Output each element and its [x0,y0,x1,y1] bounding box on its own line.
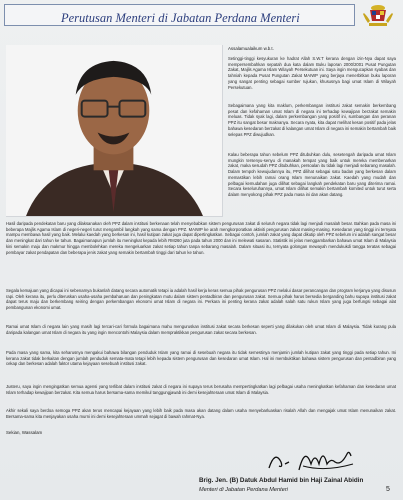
handwritten-signature [265,442,357,474]
main-paragraph-1: Hasil daripada pendekatan baru yang dilaksanakan oleh PPZ dalam institusi berkenaan telah menyebabkan sistem pengurusan zakat di seluruh negara tidak lagi menjadi masalah besar. Bahkan pada masa ini beberapa Majlis Agama Islam di negeri-negeri turut mengambil langkah yang sama dengan PPZ. MAIWP ke arah mengkorporatkan aktiviti pengurusan zakat masing-masing. Kesedaran yang tinggi ini ternyata mampu membawa hasil yang baik. Melalui kaedah yang berkesan ini, hasil kutipan zakat juga dapat dipertingkatkan. Sebagai contoh, jumlah zakat yang dapat dikutip oleh PPZ sebelum ini adalah sangat besar dan meningkat dari tahun ke tahun. Bagaimanapun jumlah itu meningkat kepada lebih RM260 juta pada tahun 2000 dan ini melewati sasaran. Statistik ini jelas menggambarkan bahawa umat Islam di Malaysia kini semakin maju dan makmur hingga membolehkan mereka mengeluarkan zakat setiap tahun tanpa sebarang masalah. Dalam situasi itu, ternyata golongan mewayah mendukukdi tangga teratas sebagai pembayar zakat pendapatan dan beberapa jenis zakat yang semakin bertambah tinggi dari tahun ke tahun. [6,221,396,255]
main-paragraph-6: Akhir sekali saya berdoa semoga PPZ akan terus mencapai kejayaan yang lebih baik pada masa akan datang dalam usaha menyebarluaskan risalah Allah dan mengajak umat Islam menunaikan zakat. Bersama-sama kita menjayakan usaha murni ini demi kesejahteraan ummah sejagat di bawah rahmat-Nya. [6,408,396,419]
page-title: Perutusan Menteri di Jabatan Perdana Menteri [61,11,300,25]
closing-salutation: Sekian, Wassalam [6,430,43,435]
malaysia-coat-of-arms-logo [360,3,396,29]
signer-name: Brig. Jen. (B) Datuk Abdul Hamid bin Haji Zainal Abidin [199,477,364,484]
main-paragraph-2: Segala kemajuan yang dicapai ini sebenarnya bukanlah datang secara automatik tetapi ia adalah hasil kerja keras semua pihak pengurusan PPZ melalui dasar perancangan dan program kerjanya yang disusun rapi. Oleh kerana itu, perlu diteruskan usaha-usaha pembaharuan dan peningkatan mutu dalam sistem pentadbiran dan pengurusan zakat. Semua pihak harus bersedia berganding bahu supaya institusi zakat dapat terus maju dan berkembang seiring dengan perkembangan ekonomi umat Islam di negara ini. Perkara ini penting kerana zakat adalah salah satu rukun Islam yang juga berfungsi sebagai alat pembangunan ekonomi umat. [6,288,396,311]
main-paragraph-5: Justeru, saya ingin mengingatkan semua agensi yang terlibat dalam institusi zakat di negara ini supaya terus berusaha mempertingkatkan lagi pelbagai usaha meningkatkan kefahaman dan kesedaran umat Islam terhadap kewajipan berzakat. Kita semua harus bersama-sama memikul tanggungjawab ini demi kesejahteraan umat Islam di Malaysia. [6,384,396,395]
minister-portrait-photo [6,45,223,217]
greeting: Assalamualaikum w.b.t. [228,46,274,51]
main-paragraph-3: Ramai umat Islam di negara lain yang masih lagi tercari-cari formula bagaimana mahu menguruskan institusi zakat secara berkesan seperti yang dilakukan oleh umat Islam di Malaysia. Tidak kurang pula daripada kalangan umat Islam di negara itu yang ingin mencontohi Malaysia dalam mempraktikkan pengurusan zakat secara berkesan. [6,324,396,335]
main-paragraph-4: Pada masa yang sama, kita seharusnya mengakui bahawa bilangan penduduk Islam yang ramai di sesebuah negara itu tidak semestinya menjamin jumlah kutipan zakat yang tinggi pada setiap tahun. Ini kerana zakat tidak berkaitan dengan jumlah penduduk semata-mata tetapi lebih kepada sistem pengurusan dan kesedaran umat Islam. Hal ini membuktikan bahawa sistem pengurusan dan pentadbiran yang cekap dan berkesan adalah faktor utama kejayaan sesebuah institusi zakat. [6,350,396,367]
intro-paragraph-2: Sebagaimana yang kita maklum, perkembangan institusi zakat semakin berkembang pesat dan kefahaman umat Islam di negara ini terhadap kewajipan berzakat semakin meluas. Tidak syak lagi, dalam perkembangan yang positif ini, sumbangan dan peranan PPZ itu sangat besar maknanya. Secara nyata, kita dapat melihat kesan positif pada jelas bahawa kesedaran berzakat di kalangan umat Islam di negara ini semakin bertambah baik selepas PPZ diwujudkan. [228,103,396,137]
title-banner [4,4,355,26]
intro-paragraph-1: Setinggi-tinggi kesyukuran ke hadrat Allah S.W.T kerana dengan izin-Nya dapat saya mempersembahkan sepatah dua kata dalam Buku laporan 2000/2001 Pusat Pungutan Zakat, Majlis Agama Islam Wilayah Persekutuan ini. Saya ingin mengucapkan syabas dan tahniah kepada Pusat Pungutan Zakat MAIWP yang berjaya menerbitkan buku laporan yang sangat penting sebagai sumber rujukan, khususnya bagi umat Islam di Wilayah Persekutuan. [228,56,396,90]
signer-title: Menteri di Jabatan Perdana Menteri [199,487,288,493]
page-number: 5 [386,486,390,493]
intro-paragraph-3: Kalau beberapa tahun sebelum PPZ ditubuhkan dulu, sesetengah daripada umat Islam mungkin tersenyu-senyu di manakah tempat yang baik untuk mereka membenarkan zakat, maka sesudah PPZ ditubuhkan, persoalan itu tidak lagi menjadi sebarang masalah. Dalam tempoh kewujudannya itu, PPZ dilihat sebagai satu badan yang berkesan dalam memastikan lebih ramai orang Islam menunaikan zakat. Kaedah yang mudah dan pelbagai kemudahan juga dilihat sebagai langkah pendekatan baru yang diterima ramai. Secara keseluruhannya, umat Islam dilihat semakin bertambah komited untuk turut serta dalam menyokong pihak PPZ pada masa ini dan akan datang. [228,152,396,197]
